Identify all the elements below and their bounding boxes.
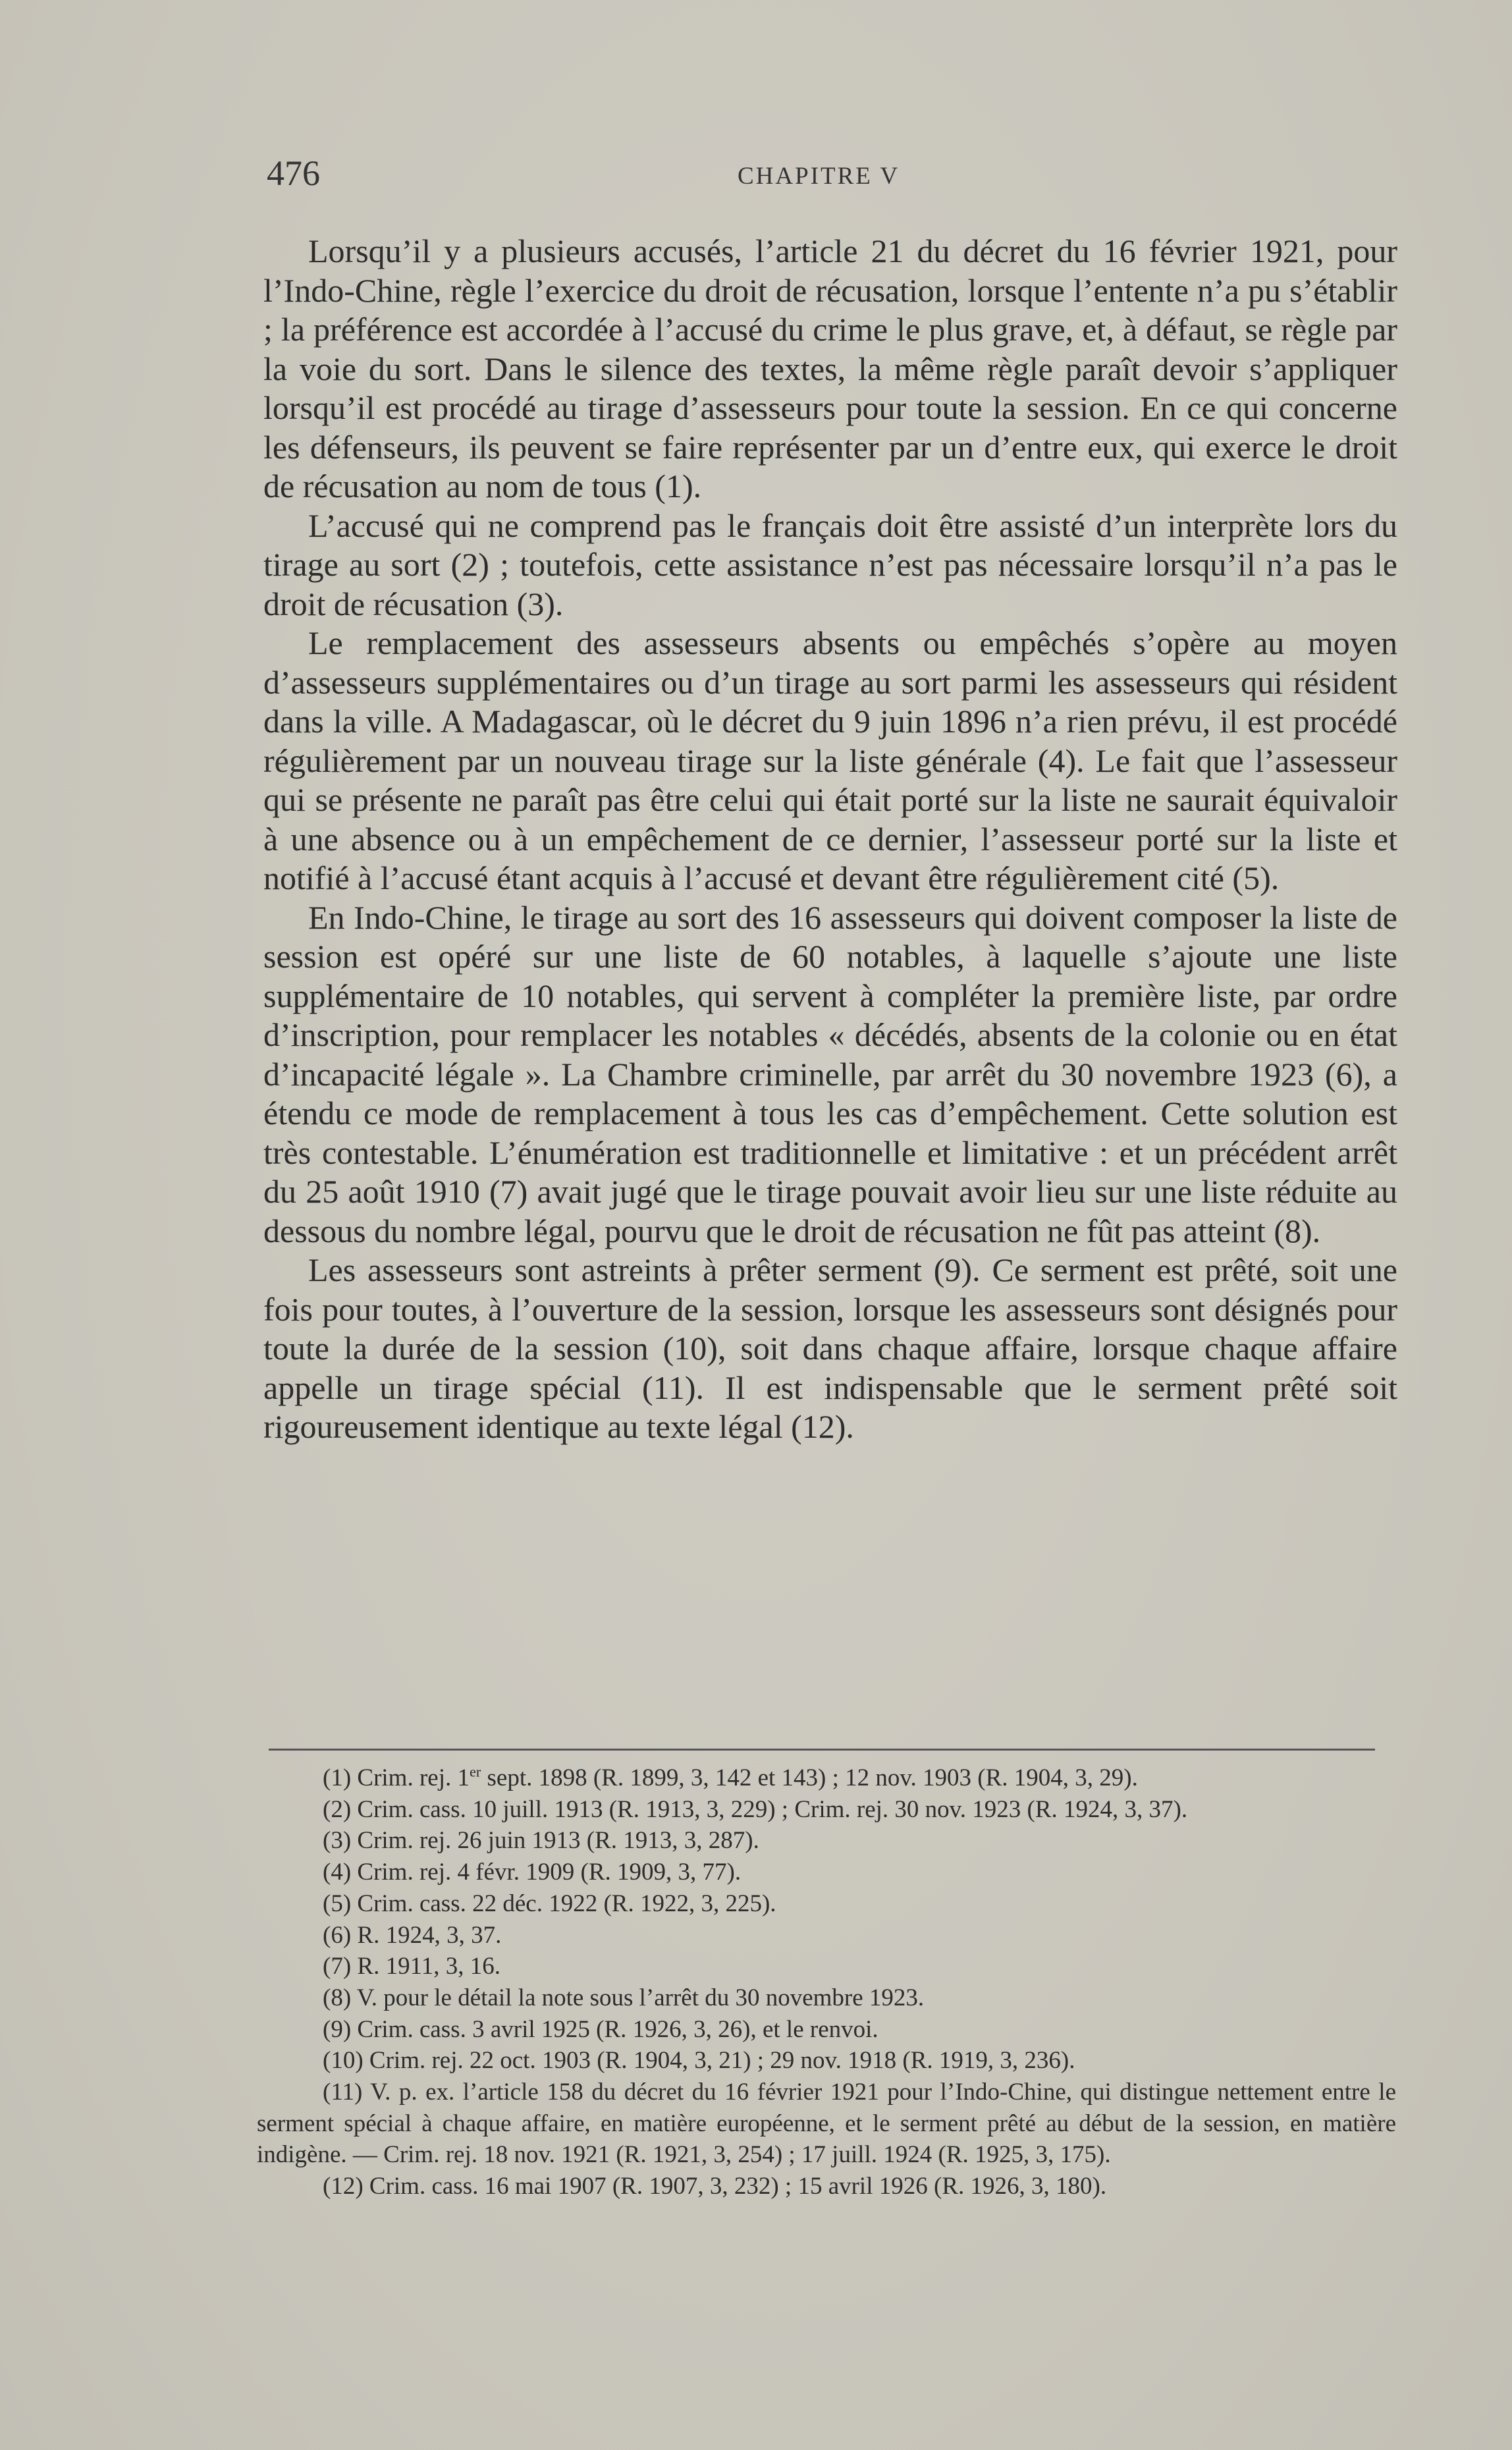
footnote-text: Crim. rej. 26 juin 1913 (R. 1913, 3, 287). <box>357 1827 759 1855</box>
footnote-text: Crim. cass. 22 déc. 1922 (R. 1922, 3, 225). <box>357 1890 776 1917</box>
page-header <box>267 153 1386 199</box>
paragraph: Lorsqu’il y a plusieurs accusés, l’article 21 du décret du 16 février 1921, pour l’Indo-Chine, règle l’exercice du droit de récusation, lorsque l’entente n’a pu s’établir ; la préférence est accordée à l’accusé du crime le plus grave, et, à défaut, se règle par la voie du sort. Dans le silence des textes, la même règle paraît devoir s’appliquer lorsqu’il est procédé au tirage d’assesseurs pour toute la session. En ce qui concerne les défenseurs, ils peuvent se faire représenter par un d’entre eux, qui exerce le droit de récusation au nom de tous (1). <box>263 232 1397 504</box>
footnote-number: (11) <box>323 2079 363 2106</box>
footnote-number: (2) <box>323 1795 352 1823</box>
footnote <box>257 1762 1396 1794</box>
footnote-text: V. p. ex. l’article 158 du décret du 16 février 1921 pour l’Indo-Chine, qui distingue nettement entre le serment spécial à chaque affaire, en matière européenne, et le serment prêté au début de la session, en matière indigène. — Crim. rej. 18 nov. 1921 (R. 1921, 3, 254) ; 17 juill. 1924 (R. 1925, 3, 175). <box>257 2079 1396 2169</box>
footnote-text: Crim. rej. 1 <box>357 1764 470 1791</box>
footnote <box>257 2171 1396 2202</box>
footnote-separator <box>269 1749 1375 1751</box>
footnote-text: Crim. cass. 10 juill. 1913 (R. 1913, 3, 229) ; Crim. rej. 30 nov. 1923 (R. 1924, 3, 37). <box>357 1795 1188 1823</box>
footnote <box>257 2045 1396 2077</box>
footnote-number: (9) <box>323 2015 352 2043</box>
footnote-number: (10) <box>323 2047 364 2075</box>
paragraph: Le remplacement des assesseurs absents ou empêchés s’opère au moyen d’assesseurs supplémentaires ou d’un tirage au sort parmi les assesseurs qui résident dans la ville. A Madagascar, où le décret du 9 juin 1896 n’a rien prévu, il est procédé régulièrement par un nouveau tirage sur la liste générale (4). Le fait que l’assesseur qui se présente ne paraît pas être celui qui était porté sur la liste ne saurait équivaloir à une absence ou à un empêchement de ce dernier, l’assesseur porté sur la liste et notifié à l’accusé étant acquis à l’accusé et devant être régulièrement cité (5). <box>263 624 1397 896</box>
footnote-text: R. 1924, 3, 37. <box>357 1921 502 1949</box>
footnote <box>257 2014 1396 2046</box>
footnote-superscript: er <box>470 1763 481 1780</box>
footnote-number: (8) <box>323 1984 352 2011</box>
footnote <box>257 1794 1396 1826</box>
footnote <box>257 1888 1396 1920</box>
footnote-text: V. pour le détail la note sous l’arrêt du 30 novembre 1923. <box>356 1984 925 2011</box>
footnote-number: (4) <box>323 1859 352 1886</box>
footnote-text: R. 1911, 3, 16. <box>357 1953 500 1980</box>
footnote-number: (12) <box>323 2173 364 2200</box>
chapter-title: CHAPITRE V <box>738 163 900 190</box>
paragraph: En Indo-Chine, le tirage au sort des 16 assesseurs qui doivent composer la liste de session est opéré sur une liste de 60 notables, à laquelle s’ajoute une liste supplémentaire de 10 notables, qui servent à compléter la première liste, par ordre d’inscription, pour remplacer les notables « décédés, absents de la colonie ou en état d’incapacité légale ». La Chambre criminelle, par arrêt du 30 novembre 1923 (6), a étendu ce mode de remplacement à tous les cas d’empêchement. Cette solution est très contestable. L’énumération est traditionnelle et limitative : et un précédent arrêt du 25 août 1910 (7) avait jugé que le tirage pouvait avoir lieu sur une liste réduite au dessous du nombre légal, pourvu que le droit de récusation ne fût pas atteint (8). <box>263 898 1397 1249</box>
paragraph: Les assesseurs sont astreints à prêter serment (9). Ce serment est prêté, soit une fois pour toutes, à l’ouverture de la session, lorsque les assesseurs sont désignés pour toute la durée de la session (10), soit dans chaque affaire, lorsque chaque affaire appelle un tirage spécial (11). Il est indispensable que le serment prêté soit rigoureusement identique au texte légal (12). <box>263 1251 1397 1445</box>
footnote-text: Crim. cass. 16 mai 1907 (R. 1907, 3, 232) ; 15 avril 1926 (R. 1926, 3, 180). <box>369 2173 1107 2200</box>
footnote <box>257 1920 1396 1951</box>
paragraph: L’accusé qui ne comprend pas le français doit être assisté d’un interprète lors du tirage au sort (2) ; toutefois, cette assistance n’est pas nécessaire lorsqu’il n’a pas le droit de récusation (3). <box>263 506 1397 622</box>
footnote-text: Crim. cass. 3 avril 1925 (R. 1926, 3, 26), et le renvoi. <box>357 2015 878 2043</box>
footnotes <box>257 1762 1396 2202</box>
footnote-number: (7) <box>323 1953 352 1980</box>
footnote <box>257 1857 1396 1888</box>
page-number: 476 <box>267 153 320 193</box>
footnote-number: (1) <box>323 1764 352 1791</box>
footnote-number: (3) <box>323 1827 352 1855</box>
footnote-number: (6) <box>323 1921 352 1949</box>
footnote <box>257 1951 1396 1982</box>
footnote <box>257 1825 1396 1857</box>
footnote-text: Crim. rej. 4 févr. 1909 (R. 1909, 3, 77). <box>357 1859 742 1886</box>
body-text <box>263 232 1397 1447</box>
footnote <box>257 2077 1396 2171</box>
footnote-text: Crim. rej. 22 oct. 1903 (R. 1904, 3, 21) ; 29 nov. 1918 (R. 1919, 3, 236). <box>369 2047 1075 2075</box>
footnote <box>257 1982 1396 2014</box>
footnote-text: sept. 1898 (R. 1899, 3, 142 et 143) ; 12 nov. 1903 (R. 1904, 3, 29). <box>481 1764 1138 1791</box>
footnote-number: (5) <box>323 1890 352 1917</box>
